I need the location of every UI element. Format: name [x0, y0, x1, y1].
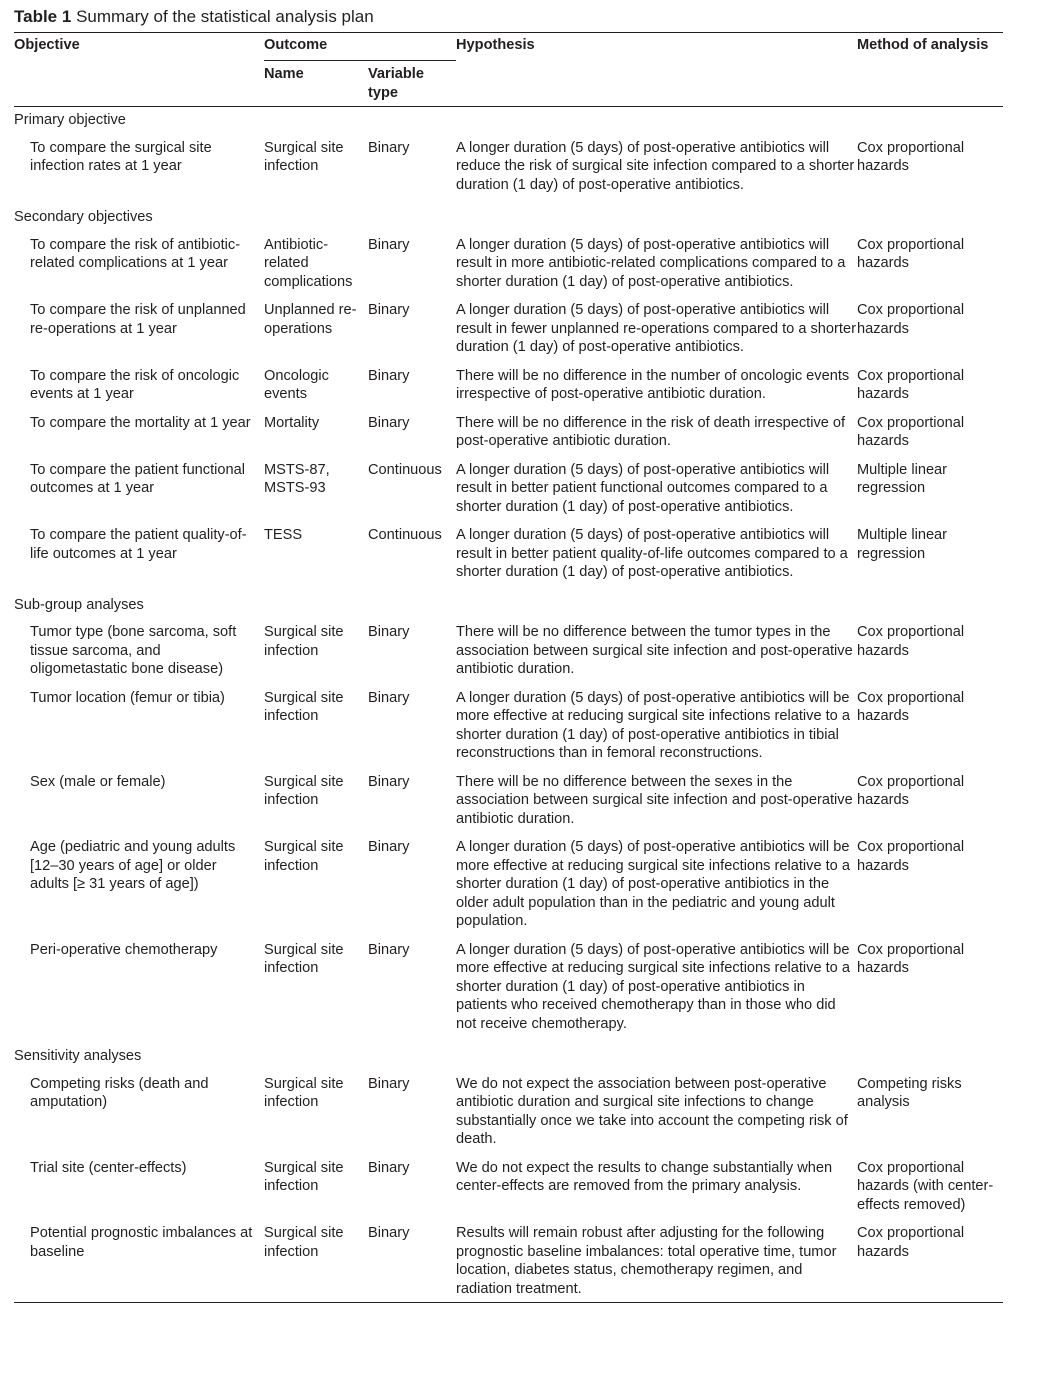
cell-variable-type: Continuous	[368, 527, 442, 543]
table-row	[14, 1224, 1003, 1303]
cell-outcome-name: Surgical site infection	[264, 1075, 344, 1110]
cell-hypothesis: Results will remain robust after adjusting for the following prognostic baseline imbalances: total operative time, tumor location, diabetes status, chemotherapy regimen, and radiation treatment.	[456, 1224, 857, 1303]
cell-method: Cox proportional hazards	[857, 839, 965, 874]
cell-variable-type: Binary	[368, 1224, 456, 1303]
cell-method: Cox proportional hazards (with center-effects removed)	[857, 1159, 994, 1213]
cell-outcome-name: Antibiotic-related complications	[264, 236, 353, 290]
header-objective: Objective	[14, 33, 264, 61]
section-row	[14, 1043, 1003, 1075]
cell-objective: Tumor type (bone sarcoma, soft tissue sarcoma, and oligometastatic bone disease)	[30, 624, 237, 677]
cell-variable-type: Binary	[368, 941, 410, 958]
table-row	[14, 414, 1003, 461]
cell-variable-type: Binary	[368, 414, 410, 431]
table-container	[14, 6, 1003, 1303]
cell-outcome-name: Surgical site infection	[264, 1159, 344, 1194]
cell-method: Cox proportional hazards	[857, 302, 965, 337]
cell-hypothesis: There will be no difference in the number of oncologic events irrespective of post-operative antibiotic duration.	[456, 367, 850, 402]
cell-outcome-name: Surgical site infection	[264, 624, 344, 659]
cell-variable-type: Binary	[368, 1159, 410, 1176]
table-row	[14, 1159, 1003, 1225]
cell-outcome-name: Oncologic events	[264, 367, 329, 402]
cell-objective: To compare the surgical site infection rates at 1 year	[30, 139, 212, 174]
cell-variable-type: Binary	[368, 773, 410, 790]
cell-outcome-name: Surgical site infection	[264, 839, 344, 874]
table-row	[14, 773, 1003, 839]
section-title: Sensitivity analyses	[14, 1048, 142, 1064]
cell-variable-type: Continuous	[368, 461, 442, 478]
cell-outcome-name: Surgical site infection	[264, 139, 344, 174]
cell-hypothesis: There will be no difference in the risk of death irrespective of post-operative antibiotic duration.	[456, 414, 846, 449]
cell-method: Cox proportional hazards	[857, 941, 965, 976]
cell-hypothesis: A longer duration (5 days) of post-operative antibiotics will result in more antibiotic-related complications compared to a shorter duration (1 day) of post-operative antibiotics.	[456, 236, 846, 290]
cell-objective: Trial site (center-effects)	[30, 1159, 187, 1176]
cell-hypothesis: A longer duration (5 days) of post-operative antibiotics will be more effective at reducing surgical site infections relative to a shorter duration (1 day) of post-operative antibiotics in tibial reconstructions than in femoral reconstructions.	[456, 689, 850, 761]
cell-method: Cox proportional hazards	[857, 773, 965, 808]
header-filler	[14, 61, 264, 107]
cell-outcome-name: Surgical site infection	[264, 1224, 368, 1303]
cell-outcome-name: Surgical site infection	[264, 941, 344, 976]
cell-objective: To compare the mortality at 1 year	[30, 414, 251, 431]
header-name: Name	[264, 61, 368, 107]
section-title: Sub-group analyses	[14, 596, 144, 613]
table-caption-label: Table 1	[14, 7, 72, 26]
cell-hypothesis: There will be no difference between the tumor types in the association between surgical site infection and post-operative antibiotic duration.	[456, 624, 853, 677]
cell-variable-type: Binary	[368, 624, 410, 640]
table-row	[14, 301, 1003, 367]
cell-hypothesis: We do not expect the results to change substantially when center-effects are removed from the primary analysis.	[456, 1159, 833, 1194]
header-hypothesis: Hypothesis	[456, 33, 857, 61]
table-row	[14, 941, 1003, 1044]
cell-outcome-name: Mortality	[264, 414, 320, 431]
section-title: Secondary objectives	[14, 209, 153, 225]
section-row	[14, 107, 1003, 139]
cell-outcome-name: MSTS-87, MSTS-93	[264, 461, 330, 496]
cell-objective: To compare the risk of oncologic events at 1 year	[30, 367, 240, 402]
cell-method: Multiple linear regression	[857, 461, 948, 496]
table-body	[14, 107, 1003, 1303]
cell-objective: Sex (male or female)	[30, 773, 166, 790]
cell-method: Cox proportional hazards	[857, 1224, 1003, 1303]
cell-hypothesis: A longer duration (5 days) of post-operative antibiotics will be more effective at reducing surgical site infections relative to a shorter duration (1 day) of post-operative antibiotics in patients who received chemotherapy than in those who did not receive chemotherapy.	[456, 941, 850, 1032]
cell-objective: To compare the risk of unplanned re-operations at 1 year	[30, 302, 246, 337]
cell-variable-type: Binary	[368, 302, 410, 318]
cell-hypothesis: We do not expect the association between post-operative antibiotic duration and surgical site infections to change substantially once we take into account the competing risk of death.	[456, 1075, 848, 1147]
header-filler	[456, 61, 857, 107]
section-row	[14, 204, 1003, 236]
cell-objective: To compare the risk of antibiotic-related complications at 1 year	[30, 236, 241, 271]
table-caption	[14, 6, 1003, 28]
cell-objective: Competing risks (death and amputation)	[30, 1075, 209, 1110]
cell-outcome-name: Surgical site infection	[264, 773, 344, 808]
header-filler	[857, 61, 1003, 107]
cell-hypothesis: A longer duration (5 days) of post-operative antibiotics will be more effective at reducing surgical site infections relative to a shorter duration (1 day) of post-operative antibiotics in the older adult population than in the pediatric and young adult population.	[456, 839, 850, 929]
cell-hypothesis: A longer duration (5 days) of post-operative antibiotics will reduce the risk of surgical site infection compared to a shorter duration (1 day) of post-operative antibiotics.	[456, 139, 855, 193]
cell-hypothesis: A longer duration (5 days) of post-operative antibiotics will result in better patient functional outcomes compared to a shorter duration (1 day) of post-operative antibiotics.	[456, 461, 830, 515]
cell-variable-type: Binary	[368, 839, 410, 855]
table-row	[14, 526, 1003, 592]
table-row	[14, 689, 1003, 773]
cell-objective: Potential prognostic imbalances at baseline	[14, 1224, 264, 1303]
table-header	[14, 33, 1003, 107]
table-row	[14, 838, 1003, 941]
cell-method: Cox proportional hazards	[857, 689, 965, 724]
header-outcome: Outcome	[264, 33, 456, 61]
header-variable-type: Variable type	[368, 61, 456, 107]
cell-outcome-name: Unplanned re-operations	[264, 302, 357, 337]
cell-method: Cox proportional hazards	[857, 139, 965, 174]
section-title: Primary objective	[14, 112, 126, 128]
cell-variable-type: Binary	[368, 236, 410, 253]
statistical-analysis-table	[14, 32, 1003, 1303]
cell-hypothesis: A longer duration (5 days) of post-operative antibiotics will result in better patient quality-of-life outcomes compared to a shorter duration (1 day) of post-operative antibiotics.	[456, 527, 848, 580]
table-row	[14, 367, 1003, 414]
cell-objective: Age (pediatric and young adults [12–30 years of age] or older adults [≥ 31 years of age])	[30, 839, 236, 892]
section-row	[14, 592, 1003, 624]
cell-hypothesis: A longer duration (5 days) of post-operative antibiotics will result in fewer unplanned re-operations compared to a shorter duration (1 day) of post-operative antibiotics.	[456, 302, 856, 355]
table-row	[14, 461, 1003, 527]
cell-variable-type: Binary	[368, 689, 410, 706]
cell-method: Cox proportional hazards	[857, 624, 965, 659]
cell-outcome-name: TESS	[264, 527, 303, 543]
table-row	[14, 1075, 1003, 1159]
cell-method: Cox proportional hazards	[857, 367, 965, 402]
cell-method: Cox proportional hazards	[857, 414, 965, 449]
cell-method: Cox proportional hazards	[857, 236, 965, 271]
cell-method: Multiple linear regression	[857, 527, 948, 562]
table-row	[14, 236, 1003, 302]
table-caption-text: Summary of the statistical analysis plan	[76, 7, 374, 26]
cell-outcome-name: Surgical site infection	[264, 689, 344, 724]
cell-variable-type: Binary	[368, 139, 410, 156]
cell-objective: To compare the patient functional outcomes at 1 year	[30, 461, 245, 496]
table-row	[14, 623, 1003, 689]
header-method: Method of analysis	[857, 33, 1003, 61]
cell-variable-type: Binary	[368, 367, 410, 384]
cell-method: Competing risks analysis	[857, 1075, 962, 1110]
cell-hypothesis: There will be no difference between the sexes in the association between surgical site infection and post-operative antibiotic duration.	[456, 773, 853, 827]
cell-objective: Tumor location (femur or tibia)	[30, 689, 225, 706]
cell-variable-type: Binary	[368, 1075, 410, 1092]
cell-objective: To compare the patient quality-of-life outcomes at 1 year	[30, 527, 247, 562]
cell-objective: Peri-operative chemotherapy	[30, 941, 218, 958]
table-row	[14, 139, 1003, 205]
